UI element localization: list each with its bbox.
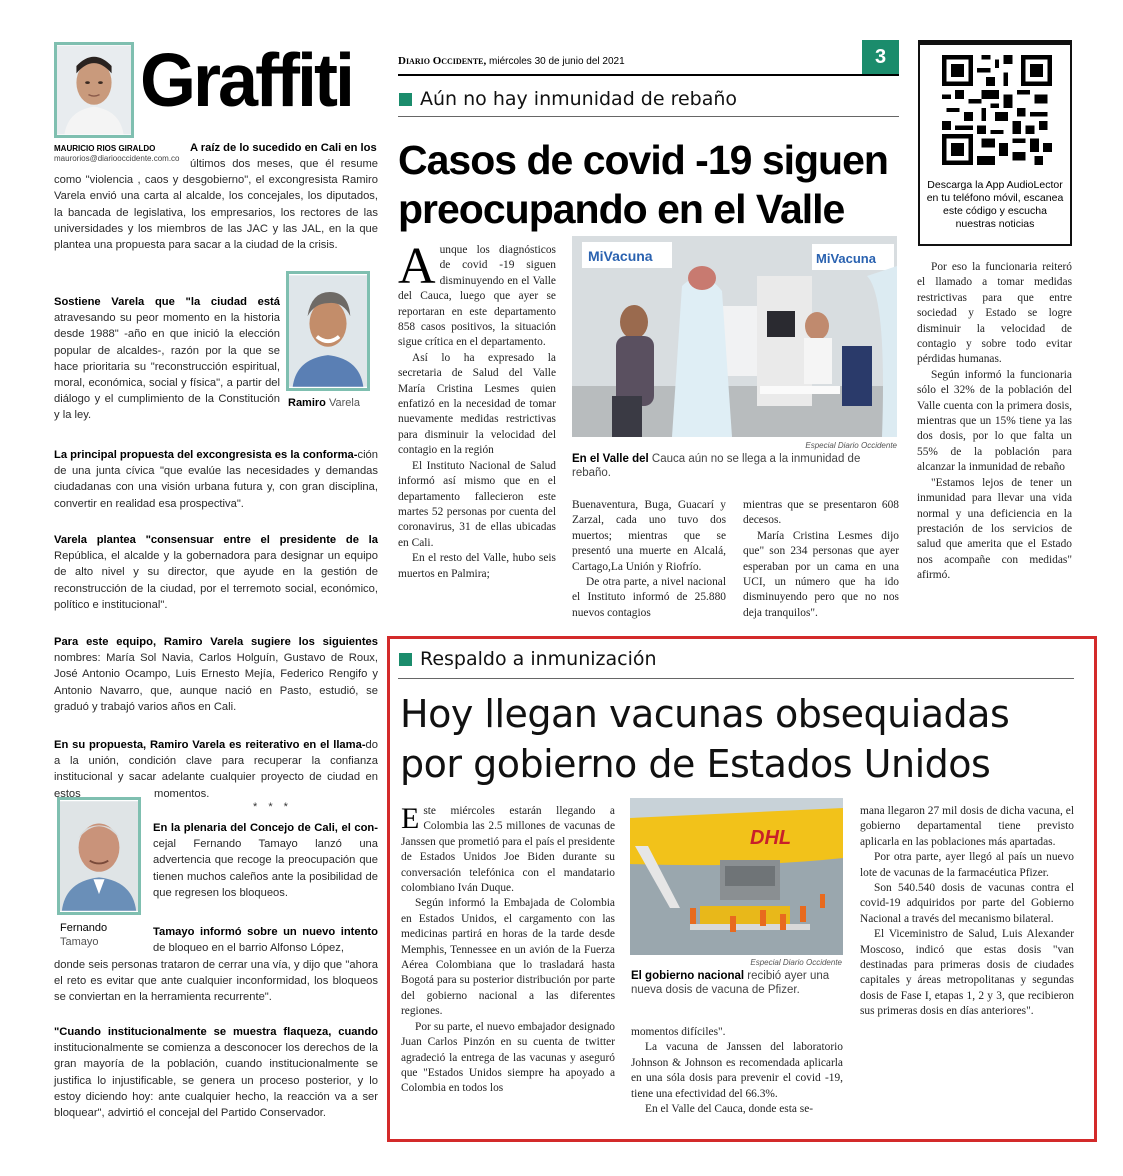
- graffiti-p5: Para este equipo, Ramiro Varela sugiere los siguientes nombres: María Sol Navia, Carlos Holguín, Gustavo de Roux, José Antonio Ocampo, Luis Ernesto Mejía, Federico Rengifo y Antonio Navarro, que, aunque nació en Pasto, estudió, se graduó y trabajó varios años en Cali.: [54, 636, 378, 713]
- ramiro-caption: Ramiro Varela: [288, 397, 360, 409]
- article2-caption: El gobierno nacional recibió ayer una nueva dosis de vacuna de Pfizer.: [631, 970, 830, 996]
- article2-kicker: Respaldo a inmunización: [399, 648, 657, 670]
- sign-left: MiVacuna: [588, 248, 653, 264]
- qr-code-icon[interactable]: [942, 55, 1052, 165]
- article1-col4: Por eso la funcionaria reiteró el llamado a tomar medidas restrictivas para que entre sociedad y Estado se logre disminuir la velocidad de contagio y sobre todo evitar pérdidas humanas. Según informó la funcionaria sólo el 32% de la población del Valle cuenta con la primera dosis, mientras que un 15% tiene ya las dos dosis, por lo que falta un 55% de la población para alcanzar la inmunidad de rebaño "Estamos lejos de tener un inmunidad para llevar una vida normal y una deficiencia en la prestación de los servicios de salud que amerita que el Estado nos acompañe con medidas" afirmó.: [917, 261, 1072, 582]
- dropcap: E: [401, 802, 420, 835]
- fernando-photo: [57, 797, 141, 915]
- graffiti-p6-end: momentos.: [154, 788, 210, 800]
- section-title: Graffiti: [140, 39, 353, 123]
- ramiro-photo: [286, 271, 370, 391]
- graffiti-p2: Sostiene Varela que "la ciudad está atravesando su peor momento en la historia desde 1988" -año en que inició la elección popular de alcaldes-, razón por la que se hace prioritaria su "reconstrucción espiritual, moral, económica, social y física", a partir del diálogo y el cumplimiento de la Constitución y la ley.: [54, 296, 280, 422]
- plane-logo: DHL: [750, 827, 792, 849]
- fernando-caption: Fernando Tamayo: [60, 922, 108, 948]
- graffiti-p1: A raíz de lo sucedido en Cali en los: [190, 142, 377, 154]
- author-email[interactable]: maurorios@diariooccidente.com.co: [54, 154, 180, 163]
- article1-caption: En el Valle del Cauca aún no se llega a la inmunidad de rebaño.: [572, 453, 861, 479]
- graffiti-p7: En la plenaria del Concejo de Cali, el con-cejal Fernando Tamayo lanzó una advertencia que recoge la preocupación que tienen muchos caleños ante la posibilidad de que regresen los bloqueos.: [153, 822, 378, 899]
- page-number: 3: [862, 40, 899, 74]
- kicker-square-icon: [399, 653, 412, 666]
- graffiti-p3: La principal propuesta del excongresista es la conforma-ción de una junta cívica "que evalúe las necesidades y demandas ciudadanas con una visión urbana futura y, con gran disciplina, convertir en realidad esa prospectiva".: [54, 449, 378, 510]
- header-rule: [398, 74, 899, 76]
- graffiti-p1-body: [54, 140, 378, 156]
- sign-right: MiVacuna: [816, 251, 876, 266]
- author-name: MAURICIO RIOS GIRALDO: [54, 144, 156, 153]
- article2-col1: Este miércoles estarán llegando a Colombia las 2.5 millones de vacunas de Janssen que prometió para el país el presidente de Estados Unidos Joe Biden durante su conversación telefónica con el mandatario colombiano Iván Duque. Según informó la Embajada de Colombia en Estados Unidos, el cargamento con las medicinas partirá en horas de la tarde desde Memphis, Tennessee en un avión de la Fuerza Aérea Colombiana que lo trasladará hasta Bogotá para su posterior distribución por parte del gobierno nacional a las diferentes regiones. Por su parte, el nuevo embajador designado Juan Carlos Pinzón en su cuenta de twitter agradeció la entrega de las vacunas y aseguró que "Estados Unidos siempre ha apoyado a Colombia en todos los: [401, 802, 615, 1095]
- graffiti-p1-cont: últimos dos meses, que él resume como "violencia , caos y desgobierno", el excongresista Ramiro Varela envió una carta al alcalde, los concejales, los diputados, la bancada de legislativa, los empresarios, los rectores de las universidades y los miembros de las JAC y las JAL, en la que plantea una propuesta para sacar a la ciudad de la crisis.: [54, 158, 378, 252]
- photo-credit: Especial Diario Occidente: [750, 958, 842, 967]
- masthead: Diario Occidente, miércoles 30 de junio del 2021: [398, 55, 625, 67]
- cargo-plane-photo: [630, 798, 843, 955]
- kicker-square-icon: [399, 93, 412, 106]
- vaccination-photo: [572, 236, 897, 437]
- author-photo: [54, 42, 134, 138]
- article1-headline[interactable]: Casos de covid -19 siguen preocupando en el Valle: [398, 137, 888, 232]
- graffiti-p6: En su propuesta, Ramiro Varela es reiterativo en el llama-do a la unión, condición clave para recuperar la confianza institucional y sacar adelante cualquier proyecto de ciudad en estos: [54, 739, 378, 800]
- graffiti-p9: "Cuando institucionalmente se muestra flaqueza, cuando institucionalmente se comienza a desconocer los derechos de la gran mayoría de la población, cuando institucionalmente se justifica lo injustificable, se genera un proceso posterior, y lo estoy diciendo hoy: ante cualquier hecho, la reacción va a ser bloquear", advirtió el concejal del Partido Conservador.: [54, 1026, 378, 1120]
- dropcap: A: [398, 238, 436, 295]
- graffiti-p8: Tamayo informó sobre un nuevo intento de bloqueo en el barrio Alfonso López,: [153, 926, 378, 955]
- kicker-rule: [398, 116, 899, 117]
- qr-promo[interactable]: [918, 40, 1072, 246]
- article1-col1: Aunque los diagnósticos de covid -19 siguen disminuyendo en el Valle del Cauca, luego que ayer se reportaran en este departamento 858 casos positivos, la situación sigue crítica en el departamento. Así lo ha expresado la secretaria de Salud del Valle María Cristina Lesmes quien enfatizó en la necesidad de tomar nuevamente medidas restrictivas para disminuir la velocidad del contagio en la región El Instituto Nacional de Salud informó así mismo que en el departamento fallecieron este martes 52 personas por cuenta del coronavirus, 31 de ellas ubicadas en Cali. En el resto del Valle, hubo seis muertos en Palmira;: [398, 238, 556, 580]
- graffiti-p8-cont: donde seis personas trataron de cerrar una vía, y dijo que "ahora el reto es evitar que ante cualquier inconformidad, los bloqueos se conviertan en la herramienta recurrente".: [54, 959, 378, 1004]
- section-separator: * * *: [253, 801, 292, 813]
- graffiti-p4: Varela plantea "consensuar entre el presidente de la República, el alcalde y la gobernadora para designar un equipo de alto nivel y su director, que ayude en la gestión de reconstrucción de la ciudad, por el terremoto social, económico, político e institucional".: [54, 534, 378, 611]
- article2-col3: mana llegaron 27 mil dosis de dicha vacuna, el gobierno departamental tiene previsto aplicarla en las poblaciones más apartadas. Por otra parte, ayer llegó al país un nuevo lote de vacunas de la farmacéutica Pfizer. Son 540.540 dosis de vacunas contra el covid-19 adquiridos por parte del Gobierno Nacional a través del mecanismo bilateral. El Viceministro de Salud, Luis Alexander Moscoso, indicó que estas dosis "van destinadas para primeras dosis de ciudades capitales y áreas metropolitanas y segundas dosis de Fase I, etapas 1, 2 y 3, que recibieron sus primeras dosis en días anteriores".: [860, 805, 1074, 1018]
- article1-kicker: Aún no hay inmunidad de rebaño: [399, 88, 737, 110]
- article2-col2: momentos difíciles". La vacuna de Janssen del laboratorio Johnson & Johnson es recomendada aplicarla en una sóla dosis para prevenir el covid -19, tiene una efectividad del 66.3%. En el Valle del Cauca, donde esta se-: [631, 1026, 843, 1116]
- article1-col3: mientras que se presentaron 608 decesos. María Cristina Lesmes dijo que" son 234 personas que ayer esperaban por un cama en una UCI, un número que ha ido disminuyendo pero que no nos deja tranquilos".: [743, 499, 899, 619]
- qr-caption: Descarga la App AudioLector en tu teléfono móvil, escanea este código y escucha nuestras noticias: [926, 179, 1064, 230]
- article1-col2: Buenaventura, Buga, Guacarí y Zarzal, cada uno tuvo dos muertos; mientras que se presentó una muerte en Alcalá, Cartago,La Unión y Riofrío. De otra parte, a nivel nacional el Instituto informó de 25.880 nuevos contagios: [572, 499, 726, 619]
- article2-headline[interactable]: Hoy llegan vacunas obsequiadas por gobierno de Estados Unidos: [400, 692, 1010, 786]
- kicker-rule: [398, 678, 1074, 679]
- photo-credit: Especial Diario Occidente: [805, 441, 897, 450]
